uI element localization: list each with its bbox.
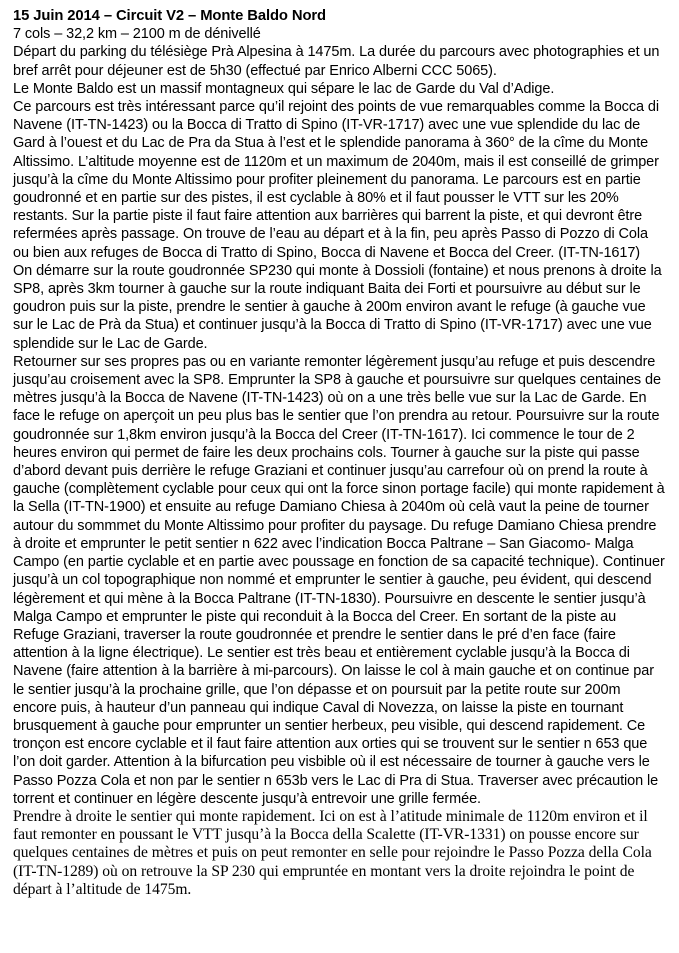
document-title: 15 Juin 2014 – Circuit V2 – Monte Baldo Nord <box>13 8 326 24</box>
paragraph-itineraire-debut: On démarre sur la route goudronnée SP230 qui monte à Dossioli (fontaine) et nous prenons à droite la SP8, après 3km tourner à gauche sur la route indiquant Baita dei Forti et poursuivre au début sur le goudron puis sur la piste, prendre le sentier à gauche à 200m environ avant le refuge (à gauche vue sur le Lac de Prà da Stua) et continuer jusqu’à la Bocca di Tratto di Spino (IT-VR-1717) avec une vue splendide sur le Lac de Garde. <box>13 262 662 352</box>
paragraph-depart: Départ du parking du télésiège Prà Alpesina à 1475m. La durée du parcours avec photographies et un bref arrêt pour déjeuner est de 5h30 (effectué par Enrico Alberni CCC 5065). <box>13 44 660 79</box>
paragraph-final-serif: Prendre à droite le sentier qui monte rapidement. Ici on est à l’atitude minimale de 1120m environ et il faut remonter en poussant le VTT jusqu’à la Bocca della Scalette (IT-VR-1331) on pousse encore sur quelques centaines de mètres et puis on peut remonter en selle pour rejoindre le Passo Pozza della Cola (IT-TN-1289) où on retrouve la SP 230 qui empruntée en montant vers la droite rejoindra le point de départ à l’altitude de 1475m. <box>13 807 652 898</box>
paragraph-monte-baldo-intro: Le Monte Baldo est un massif montagneux qui sépare le lac de Garde du Val d’Adige. <box>13 80 555 97</box>
route-stats-line: 7 cols – 32,2 km – 2100 m de dénivellé <box>13 26 261 43</box>
paragraph-parcours-description: Ce parcours est très intéressant parce qu’il rejoint des points de vue remarquables comme la Bocca di Navene (IT-TN-1423) ou la Bocca di Tratto di Spino (IT-VR-1717) avec une vue splendide du lac de Gard à l’ouest et du Lac de Pra da Stua à l’est et le splendide panorama à 360° de la cîme du Monte Altissimo. L’altitude moyenne est de 1120m et un maximum de 2040m, mais il est conseillé de grimper jusqu’à la cîme du Monte Altissimo pour profiter pleinement du panorama. Le parcours est en partie goudronné et en partie sur des pistes, il est cyclable à 80% et il faut pousser le VTT sur les 20% restants. Sur la partie piste il faut faire attention aux barrières qui barrent la piste, et qui devront être refermées après passage. On trouve de l’eau au départ et à la fin, peu après Passo di Pozzo di Cola ou bien aux refuges de Bocca di Tratto di Spino, Bocca di Navene et Bocca del Creer. (IT-TN-1617) <box>13 99 659 261</box>
paragraph-itineraire-principal: Retourner sur ses propres pas ou en variante remonter légèrement jusqu’au refuge et puis descendre jusqu’au croisement avec la SP8. Emprunter la SP8 à gauche et poursuivre sur quelques centaines de mètres jusqu’à la Bocca de Navene (IT-TN-1423) où on a une très belle vue sur la Lac de Garde. En face le refuge on aperçoit un peu plus bas le sentier que l’on prendra au retour. Poursuivre sur la route goudronnée sur 1,8km environ jusqu’à la Bocca del Creer (IT-TN-1617). Ici commence le tour de 2 heures environ qui permet de faire les deux prochains cols. Tourner à gauche sur la piste qui passe d’abord devant puis derrière le refuge Graziani et continuer jusqu’au carrefour où on prend la route à gauche (complètement cyclable pour ceux qui ont la force sinon portage facile) qui monte rapidement à la Sella (IT-TN-1900) et ensuite au refuge Damiano Chiesa à 2040m où celà vaut la peine de tourner autour du sommmet du Monte Altissimo pour profiter du paysage. Du refuge Damiano Chiesa prendre à droite et emprunter le petit sentier n 622 avec l’indication Bocca Paltrane – San Giacomo- Malga Campo (en partie cyclable et en partie avec poussage en fonction de sa capacité technique). Continuer jusqu’à un col topographique non nommé et emprunter le sentier à gauche, peu évident, qui descend légèrement et qui mène à la Bocca Paltrane (IT-TN-1830). Poursuivre en descente le sentier jusqu’à Malga Campo et emprunter le piste qui reconduit à la Bocca del Creer. En sortant de la piste au Refuge Graziani, traverser la route goudronnée et prendre le sentier dans le pré d’en face (faire attention à la ligne électrique). Le sentier est très beau et entièrement cyclable jusqu’à la Bocca di Navene (faire attention à la barrière à mi-parcours). On laisse le col à main gauche et on continue par le sentier jusqu’à la prochaine grille, que l’on dépasse et on poursuit par la petite route sur 200m encore puis, à hauteur d’un panneau qui indique Caval di Novezza, on laisse la piste en tournant brusquement à gauche pour emprunter un sentier herbeux, peu visible, qui descend rapidement. Ce tronçon est encore cyclable et il faut faire attention aux orties qui se trouvent sur le sentier n 653 que l’on doit garder. Attention à la bifurcation peu visbible où il est nécessaire de tourner à gauche vers le Passo Pozza Cola et non par le sentier n 653b vers le Lac di Pra di Stua. Traverser avec précaution le torrent et continuer en légère descente jusqu’à entrevoir une grille fermée. <box>13 353 665 807</box>
